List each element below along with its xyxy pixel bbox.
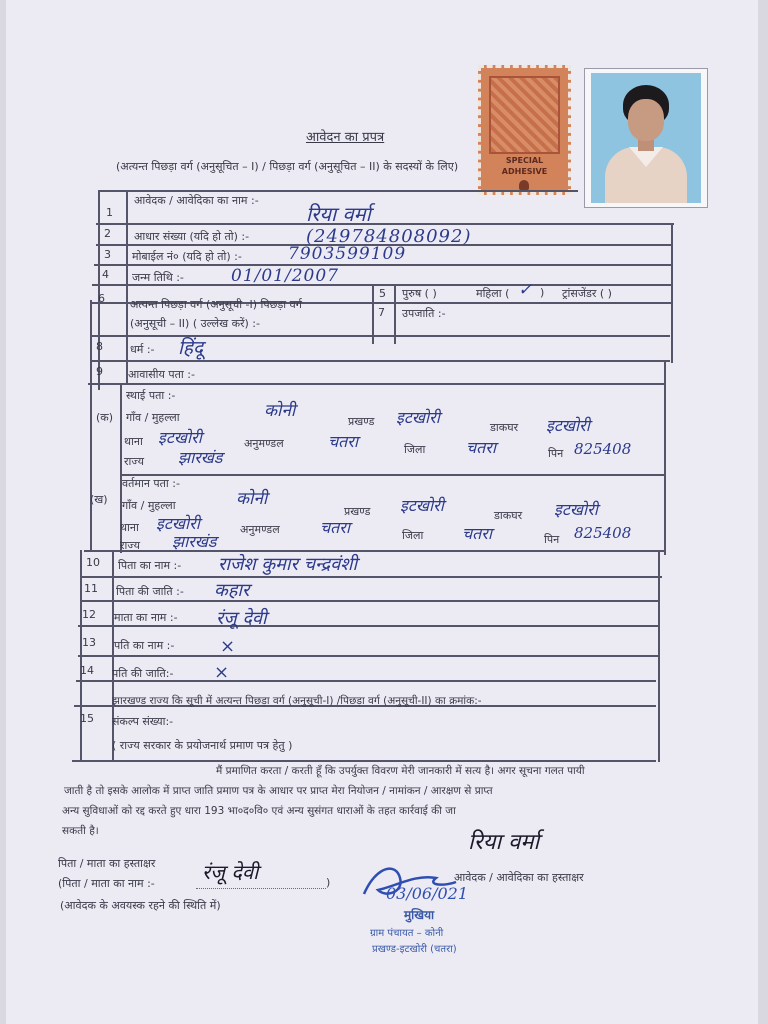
permanent-heading: स्थाई पता :- [126,389,176,402]
curr-pin-label: पिन [544,533,560,546]
row-number: 3 [104,248,111,261]
curr-village-label: गाँव / मुहल्ला [122,499,176,512]
paren-close: ) [540,286,545,299]
parent-signature: रंजू देवी [202,860,259,884]
row-number: 2 [104,227,111,240]
aadhaar-value: (249784808092) [306,226,472,247]
perm-pin-value: 825408 [574,440,632,458]
subcaste-label: उपजाति :- [402,307,446,320]
seal-line-1: ग्राम पंचायत – कोनी [370,928,444,939]
perm-thana-label: थाना [124,435,143,448]
permanent-mark: (क) [96,411,114,424]
list-serial-label: झारखण्ड राज्य कि सूची में अत्यन्त पिछड़ा वर्ग (अनुसूची-I) /पिछड़ा वर्ग (अनुसूची-II) का क्रमांक:- [112,695,482,707]
father-name-label: पिता का नाम :- [118,559,182,572]
resolution-number-label: संकल्प संख्या:- [112,715,174,728]
religion-value: हिंदू [178,337,204,359]
form-subtitle: (अत्यन्त पिछड़ा वर्ग (अनुसूचित – I) / पिछड़ा वर्ग (अनुसूचित – II) के सदस्यों के लिए) [116,160,459,173]
current-mark: (ख) [90,493,108,506]
perm-village-value: कोनी [264,401,296,421]
curr-post-value: इटखोरी [554,500,598,519]
aadhaar-label: आधार संख्या (यदि हो तो) :- [134,230,250,243]
minor-note: (आवेदक के अवयस्क रहने की स्थिति में) [60,899,221,912]
photo-face [628,99,664,141]
row-number: 14 [80,664,94,677]
father-caste-label: पिता की जाति :- [116,585,184,598]
revenue-stamp [478,65,571,195]
row-number: 4 [102,268,109,281]
parent-name-end: ) [326,876,331,889]
parent-name-label: (पिता / माता का नाम :- [58,877,155,890]
row-number: 15 [80,712,94,725]
declaration-line-1: मैं प्रमाणित करता / करती हूँ कि उपर्युक्त विवरण मेरी जानकारी में सत्य है। अगर सूचना गलत पायी [216,765,585,777]
applicant-name-label: आवेदक / आवेदिका का नाम :- [134,194,259,207]
curr-post-label: डाकघर [494,509,523,522]
curr-village-value: कोनी [236,489,268,509]
curr-pin-value: 825408 [574,524,632,542]
perm-thana-value: इटखोरी [158,428,202,447]
mother-name-label: माता का नाम :- [114,611,178,624]
declaration-line-4: सकती है। [62,825,99,837]
declaration-line-2: जाती है तो इसके आलोक में प्राप्त जाति प्रमाण पत्र के आधार पर प्राप्त मेरा नियोजन / नामांकन / आरक्षण से प्राप्त [64,785,493,797]
stamp-text-1: SPECIAL [505,156,544,165]
husband-caste-label: पति की जाति:- [112,667,174,680]
perm-state-label: राज्य [124,455,145,468]
purpose-note: ( राज्य सरकार के प्रयोजनार्थ प्रमाण पत्र हेतु ) [112,739,293,752]
perm-block-value: इटखोरी [396,408,440,427]
dob-label: जन्म तिथि :- [132,271,184,284]
form-paper [6,0,758,1024]
current-heading: वर्तमान पता :- [122,477,180,490]
curr-district-value: चतरा [462,524,492,543]
curr-thana-value: इटखोरी [156,514,200,533]
row-number: 1 [106,206,113,219]
row-number: 11 [84,582,98,595]
curr-state-label: राज्य [120,539,141,552]
mother-name-value: रंजू देवी [216,608,267,629]
category-label-1: अत्यन्त पिछड़ा वर्ग (अनुसूची -I) पिछड़ा वर्ग [130,298,302,311]
stamp-emblem-icon [489,76,560,154]
curr-thana-label: थाना [120,521,139,534]
row-number: 8 [96,340,103,353]
perm-district-label: जिला [404,443,426,456]
dob-value: 01/01/2007 [231,266,339,286]
row-number: 5 [379,287,386,300]
curr-district-label: जिला [402,529,424,542]
stamp-text-2: ADHESIVE [501,167,548,176]
father-name-value: राजेश कुमार चन्द्रवंशी [218,554,358,575]
form-title: आवेदन का प्रपत्र [306,130,385,145]
official-date: 03/06/021 [386,884,469,903]
row-number: 7 [378,306,385,319]
perm-village-label: गाँव / मुहल्ला [126,411,180,424]
religion-label: धर्म :- [130,343,155,356]
applicant-signature: रिया वर्मा [468,830,540,855]
parent-signature-label: पिता / माता का हस्ताक्षर [58,857,156,870]
gender-male-option: पुरुष ( ) [402,287,437,300]
curr-state-value: झारखंड [172,532,217,551]
applicant-signature-label: आवेदक / आवेदिका का हस्ताक्षर [454,871,584,884]
perm-subdiv-value: चतरा [328,432,358,451]
curr-block-label: प्रखण्ड [344,505,371,518]
husband-name-value: × [220,636,236,657]
perm-post-value: इटखोरी [546,416,590,435]
father-caste-value: कहार [214,580,250,601]
gender-female-option: महिला ( [476,287,510,300]
perm-pin-label: पिन [548,447,564,460]
mobile-label: मोबाईल नं० (यदि हो तो) :- [132,250,242,263]
photo-background [591,73,701,203]
row-number: 13 [82,636,96,649]
perm-block-label: प्रखण्ड [348,415,375,428]
seal-line-2: प्रखण्ड-इटखोरी (चतरा) [372,944,457,955]
category-label-2: (अनुसूची – II) ( उल्लेख करें) :- [130,317,260,330]
row-number: 9 [96,365,103,378]
applicant-name-value: रिया वर्मा [306,202,371,226]
perm-post-label: डाकघर [490,421,519,434]
perm-district-value: चतरा [466,438,496,457]
curr-subdiv-value: चतरा [320,518,350,537]
husband-caste-value: × [214,662,230,683]
female-check-icon: ✓ [518,280,533,300]
husband-name-label: पति का नाम :- [114,639,175,652]
row-number: 12 [82,608,96,621]
curr-block-value: इटखोरी [400,496,444,515]
gender-trans-option: ट्रांसजेंडर ( ) [562,287,612,300]
ashoka-emblem-icon [519,180,529,190]
perm-state-value: झारखंड [178,448,223,467]
declaration-line-3: अन्य सुविधाओं को रद्द करते हुए धारा 193 भा०द०वि० एवं अन्य सुसंगत धाराओं के तहत कार्रवाई की जा [62,805,456,817]
seal-title: मुखिया [404,908,435,922]
row-number: 10 [86,556,100,569]
address-label: आवासीय पता :- [128,368,195,381]
applicant-photo [584,68,708,208]
row-number: 6 [98,292,105,305]
perm-subdiv-label: अनुमण्डल [244,437,284,450]
curr-subdiv-label: अनुमण्डल [240,523,280,536]
mobile-value: 7903599109 [288,244,407,264]
